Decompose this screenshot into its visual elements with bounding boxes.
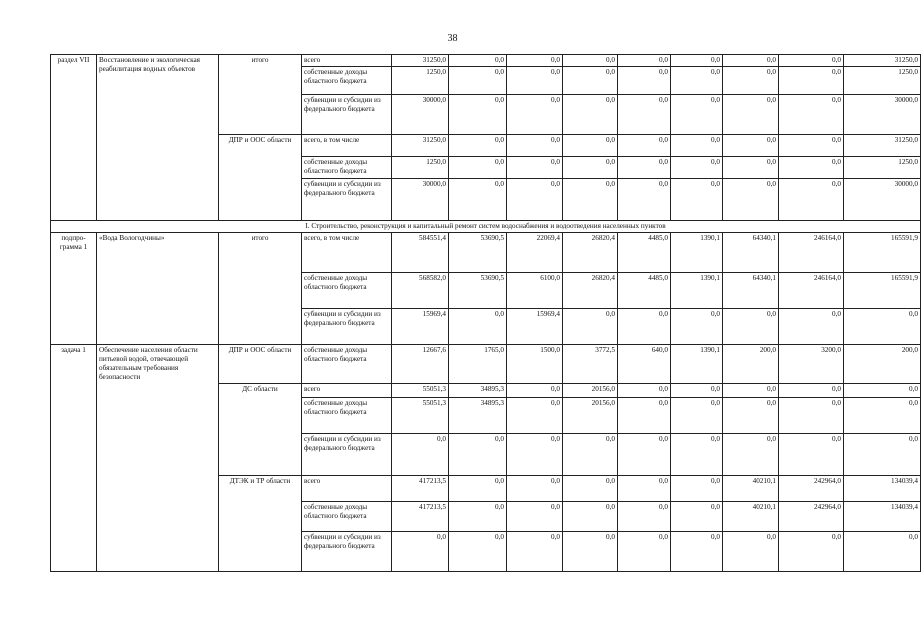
program-code: раздел VII (51, 55, 97, 221)
value-cell: 0,0 (844, 309, 921, 345)
value-cell: 20156,0 (563, 398, 618, 434)
value-cell: 0,0 (507, 434, 563, 476)
value-cell: 0,0 (618, 434, 671, 476)
value-cell: 31250,0 (844, 55, 921, 67)
value-cell: 0,0 (563, 434, 618, 476)
value-cell: 20156,0 (563, 384, 618, 398)
value-cell: 0,0 (507, 502, 563, 532)
value-cell: 0,0 (779, 434, 844, 476)
value-cell: 1500,0 (507, 345, 563, 384)
value-cell: 0,0 (779, 309, 844, 345)
value-cell: 0,0 (563, 532, 618, 572)
value-cell: 0,0 (449, 157, 507, 179)
value-cell: 30000,0 (844, 95, 921, 135)
value-cell: 0,0 (723, 55, 779, 67)
value-cell: 15969,4 (507, 309, 563, 345)
funding-source-label: субвенции и субсидии из федерального бюджета (302, 434, 392, 476)
budget-table (50, 54, 921, 572)
value-cell: 0,0 (618, 67, 671, 95)
value-cell: 0,0 (618, 135, 671, 157)
table-row (51, 55, 921, 67)
value-cell: 0,0 (449, 55, 507, 67)
section-row (51, 221, 921, 233)
value-cell: 242964,0 (779, 476, 844, 502)
value-cell: 0,0 (618, 55, 671, 67)
value-cell: 0,0 (723, 157, 779, 179)
value-cell: 0,0 (844, 532, 921, 572)
value-cell: 0,0 (449, 67, 507, 95)
value-cell: 568582,0 (392, 273, 449, 309)
value-cell: 22069,4 (507, 233, 563, 273)
value-cell: 0,0 (449, 179, 507, 221)
value-cell: 640,0 (618, 345, 671, 384)
value-cell: 64340,1 (723, 233, 779, 273)
value-cell: 0,0 (723, 384, 779, 398)
value-cell: 40210,1 (723, 476, 779, 502)
value-cell: 0,0 (392, 532, 449, 572)
value-cell: 26820,4 (563, 273, 618, 309)
value-cell: 0,0 (779, 157, 844, 179)
value-cell: 417213,5 (392, 502, 449, 532)
value-cell: 30000,0 (392, 95, 449, 135)
program-code: задача 1 (51, 345, 97, 572)
value-cell: 1250,0 (392, 157, 449, 179)
section-title: I. Строительство, реконструкция и капитальный ремонт систем водоснабжения и водоотведения населенных пунктов (51, 221, 921, 233)
value-cell: 6100,0 (507, 273, 563, 309)
funding-source-label: собственные доходы областного бюджета (302, 157, 392, 179)
value-cell: 0,0 (671, 179, 723, 221)
value-cell: 1390,1 (671, 345, 723, 384)
program-name: «Вода Вологодчины» (97, 233, 219, 345)
value-cell: 0,0 (507, 476, 563, 502)
executor-name: итого (219, 55, 302, 135)
value-cell: 0,0 (671, 95, 723, 135)
value-cell: 0,0 (449, 502, 507, 532)
program-name: Обеспечение населения области питьевой водой, отвечающей обязательным требования безопасности (97, 345, 219, 572)
value-cell: 64340,1 (723, 273, 779, 309)
value-cell: 0,0 (671, 384, 723, 398)
value-cell: 0,0 (618, 502, 671, 532)
value-cell: 0,0 (671, 55, 723, 67)
value-cell: 0,0 (671, 135, 723, 157)
value-cell: 0,0 (844, 434, 921, 476)
value-cell: 0,0 (449, 135, 507, 157)
value-cell: 0,0 (779, 55, 844, 67)
value-cell: 0,0 (671, 67, 723, 95)
value-cell: 55051,3 (392, 398, 449, 434)
value-cell: 4485,0 (618, 273, 671, 309)
value-cell: 242964,0 (779, 502, 844, 532)
value-cell: 3772,5 (563, 345, 618, 384)
value-cell: 0,0 (507, 384, 563, 398)
value-cell: 0,0 (779, 532, 844, 572)
funding-source-label: всего, в том числе (302, 233, 392, 273)
value-cell: 0,0 (563, 476, 618, 502)
funding-source-label: всего (302, 55, 392, 67)
value-cell: 0,0 (563, 502, 618, 532)
value-cell: 0,0 (507, 67, 563, 95)
funding-source-label: субвенции и субсидии из федерального бюджета (302, 179, 392, 221)
program-name: Восстановление и экологическая реабилитация водных объектов (97, 55, 219, 221)
value-cell: 26820,4 (563, 233, 618, 273)
executor-name: ДС области (219, 384, 302, 476)
table-row (51, 233, 921, 273)
value-cell: 584551,4 (392, 233, 449, 273)
value-cell: 134039,4 (844, 476, 921, 502)
value-cell: 0,0 (723, 179, 779, 221)
value-cell: 246164,0 (779, 273, 844, 309)
value-cell: 0,0 (449, 309, 507, 345)
value-cell: 165591,9 (844, 273, 921, 309)
value-cell: 30000,0 (844, 179, 921, 221)
funding-source-label: всего (302, 476, 392, 502)
value-cell: 53690,5 (449, 233, 507, 273)
value-cell: 0,0 (779, 95, 844, 135)
value-cell: 0,0 (779, 179, 844, 221)
value-cell: 1390,1 (671, 233, 723, 273)
executor-name: итого (219, 233, 302, 345)
funding-source-label: субвенции и субсидии из федерального бюджета (302, 532, 392, 572)
value-cell: 0,0 (723, 434, 779, 476)
funding-source-label: собственные доходы областного бюджета (302, 67, 392, 95)
value-cell: 200,0 (844, 345, 921, 384)
value-cell: 0,0 (723, 95, 779, 135)
funding-source-label: собственные доходы областного бюджета (302, 502, 392, 532)
funding-source-label: субвенции и субсидии из федерального бюджета (302, 309, 392, 345)
value-cell: 0,0 (449, 434, 507, 476)
executor-name: ДПР и ООС области (219, 345, 302, 384)
value-cell: 0,0 (563, 309, 618, 345)
value-cell: 34895,3 (449, 398, 507, 434)
value-cell: 0,0 (449, 95, 507, 135)
executor-name: ДПР и ООС области (219, 135, 302, 221)
funding-source-label: всего, в том числе (302, 135, 392, 157)
value-cell: 0,0 (618, 157, 671, 179)
value-cell: 31250,0 (844, 135, 921, 157)
value-cell: 0,0 (723, 135, 779, 157)
executor-name: ДТЭК и ТР области (219, 476, 302, 572)
value-cell: 200,0 (723, 345, 779, 384)
value-cell: 165591,9 (844, 233, 921, 273)
value-cell: 0,0 (507, 179, 563, 221)
value-cell: 3200,0 (779, 345, 844, 384)
value-cell: 0,0 (563, 95, 618, 135)
value-cell: 0,0 (779, 67, 844, 95)
value-cell: 31250,0 (392, 55, 449, 67)
value-cell: 0,0 (671, 434, 723, 476)
value-cell: 30000,0 (392, 179, 449, 221)
value-cell: 12667,6 (392, 345, 449, 384)
value-cell: 0,0 (449, 476, 507, 502)
value-cell: 0,0 (618, 476, 671, 502)
value-cell: 53690,5 (449, 273, 507, 309)
value-cell: 0,0 (723, 398, 779, 434)
value-cell: 1765,0 (449, 345, 507, 384)
value-cell: 1250,0 (844, 157, 921, 179)
value-cell: 0,0 (618, 309, 671, 345)
value-cell: 0,0 (618, 398, 671, 434)
value-cell: 0,0 (563, 157, 618, 179)
value-cell: 0,0 (779, 398, 844, 434)
funding-source-label: всего (302, 384, 392, 398)
value-cell: 417213,5 (392, 476, 449, 502)
value-cell: 0,0 (449, 532, 507, 572)
funding-source-label: субвенции и субсидии из федерального бюджета (302, 95, 392, 135)
value-cell: 40210,1 (723, 502, 779, 532)
value-cell: 0,0 (392, 434, 449, 476)
value-cell: 0,0 (507, 157, 563, 179)
value-cell: 0,0 (618, 95, 671, 135)
program-code: подпро-грамма 1 (51, 233, 97, 345)
value-cell: 4485,0 (618, 233, 671, 273)
value-cell: 0,0 (563, 55, 618, 67)
table-row (51, 345, 921, 384)
value-cell: 0,0 (618, 179, 671, 221)
value-cell: 0,0 (563, 179, 618, 221)
value-cell: 0,0 (507, 398, 563, 434)
value-cell: 0,0 (671, 309, 723, 345)
value-cell: 0,0 (671, 502, 723, 532)
value-cell: 0,0 (844, 384, 921, 398)
value-cell: 0,0 (723, 532, 779, 572)
value-cell: 55051,3 (392, 384, 449, 398)
value-cell: 1390,1 (671, 273, 723, 309)
value-cell: 0,0 (563, 67, 618, 95)
value-cell: 0,0 (618, 384, 671, 398)
value-cell: 0,0 (779, 135, 844, 157)
value-cell: 0,0 (671, 476, 723, 502)
value-cell: 0,0 (671, 398, 723, 434)
funding-source-label: собственные доходы областного бюджета (302, 273, 392, 309)
value-cell: 0,0 (507, 55, 563, 67)
value-cell: 0,0 (671, 157, 723, 179)
value-cell: 0,0 (671, 532, 723, 572)
funding-source-label: собственные доходы областного бюджета (302, 398, 392, 434)
value-cell: 0,0 (723, 67, 779, 95)
funding-source-label: собственные доходы областного бюджета (302, 345, 392, 384)
value-cell: 0,0 (844, 398, 921, 434)
value-cell: 31250,0 (392, 135, 449, 157)
value-cell: 1250,0 (844, 67, 921, 95)
value-cell: 0,0 (723, 309, 779, 345)
value-cell: 0,0 (779, 384, 844, 398)
value-cell: 246164,0 (779, 233, 844, 273)
value-cell: 15969,4 (392, 309, 449, 345)
value-cell: 0,0 (563, 135, 618, 157)
value-cell: 0,0 (507, 135, 563, 157)
value-cell: 34895,3 (449, 384, 507, 398)
value-cell: 1250,0 (392, 67, 449, 95)
value-cell: 0,0 (618, 532, 671, 572)
page-number: 38 (447, 33, 458, 44)
value-cell: 134039,4 (844, 502, 921, 532)
value-cell: 0,0 (507, 532, 563, 572)
value-cell: 0,0 (507, 95, 563, 135)
